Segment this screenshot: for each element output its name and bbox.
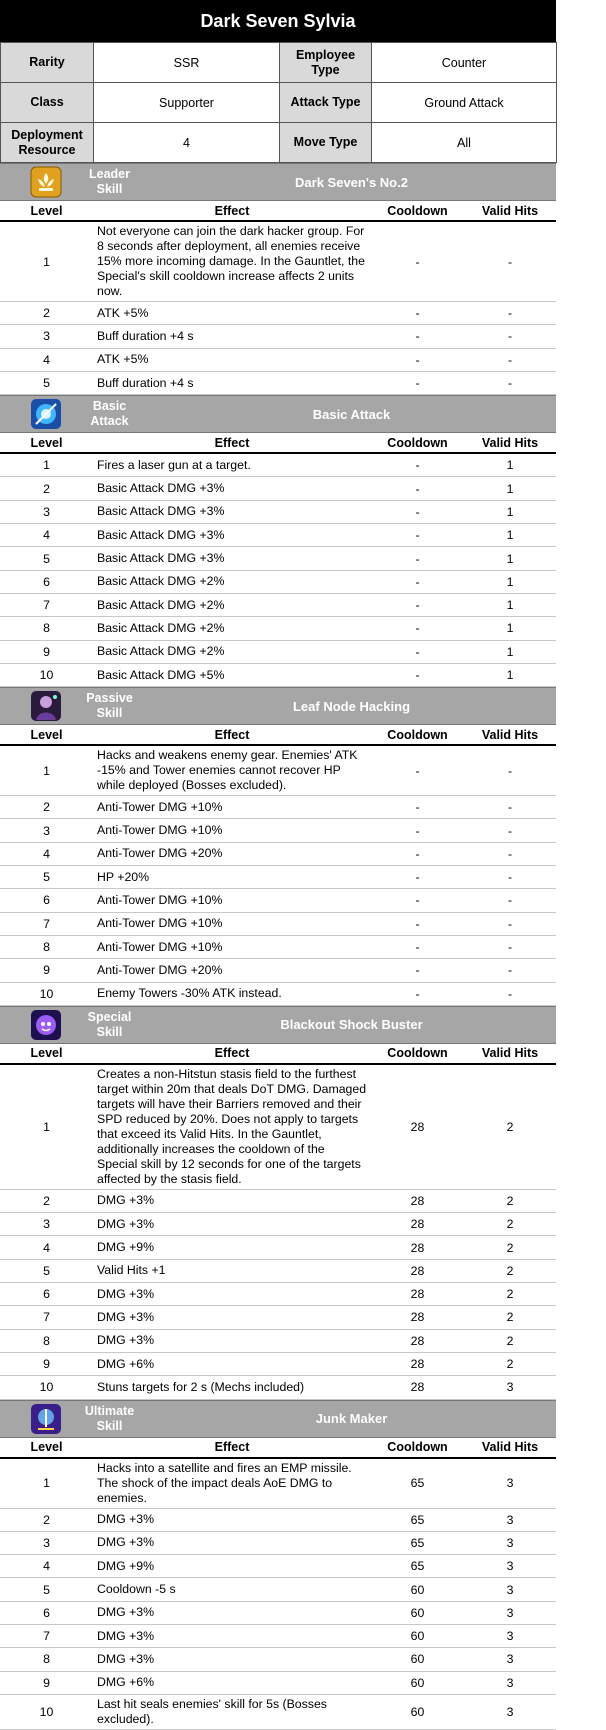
skill-name: Blackout Shock Buster — [280, 1017, 423, 1033]
effect-cell: Anti-Tower DMG +10% — [93, 819, 371, 842]
skill-level-row — [0, 1508, 556, 1531]
skill-level-row — [0, 348, 556, 371]
valid-hits-cell: 1 — [464, 663, 556, 686]
cooldown-header: Cooldown — [371, 725, 464, 745]
effect-cell: Anti-Tower DMG +20% — [93, 842, 371, 865]
cooldown-cell: - — [371, 745, 464, 796]
skill-name: Leaf Node Hacking — [292, 698, 411, 714]
cooldown-header: Cooldown — [371, 433, 464, 453]
valid-hits-cell: - — [464, 889, 556, 912]
info-value: Counter — [372, 43, 557, 83]
info-row — [1, 83, 557, 123]
cooldown-cell: 65 — [371, 1555, 464, 1578]
level-cell: 4 — [0, 1555, 93, 1578]
valid-hits-cell: 3 — [464, 1555, 556, 1578]
cooldown-cell: 60 — [371, 1648, 464, 1671]
level-cell: 2 — [0, 1189, 93, 1212]
cooldown-cell: - — [371, 617, 464, 640]
effect-cell: DMG +3% — [93, 1624, 371, 1647]
skill-level-row — [0, 889, 556, 912]
effect-cell: Creates a non-Hitstun stasis field to the furthest target within 20m that deals DoT DMG. Damaged targets will have their Barriers removed and their SPD reduced by 20%. Does not apply to targets that exceed its Valid Hits. In the Gauntlet, additionally increases the cooldown of the Special skill by 12 seconds for one of the targets affected by the stasis field. — [93, 1064, 371, 1190]
cooldown-cell: 60 — [371, 1624, 464, 1647]
cooldown-cell: 28 — [371, 1064, 464, 1190]
cooldown-cell: 28 — [371, 1213, 464, 1236]
skill-level-row — [0, 1458, 556, 1509]
level-header: Level — [0, 725, 93, 745]
info-label: Deployment Resource — [1, 123, 94, 163]
cooldown-cell: - — [371, 866, 464, 889]
valid-hits-cell: 2 — [464, 1259, 556, 1282]
basic-attack-icon — [30, 398, 62, 430]
effect-cell: DMG +3% — [93, 1329, 371, 1352]
valid-hits-cell: 1 — [464, 500, 556, 523]
valid-hits-cell: 2 — [464, 1283, 556, 1306]
cooldown-cell: - — [371, 500, 464, 523]
cooldown-cell: - — [371, 593, 464, 616]
effect-cell: Fires a laser gun at a target. — [93, 453, 371, 477]
info-label: Class — [1, 83, 94, 123]
cooldown-cell: 28 — [371, 1236, 464, 1259]
level-cell: 1 — [0, 745, 93, 796]
level-cell: 5 — [0, 371, 93, 394]
info-table — [0, 42, 557, 163]
skill-table-header — [0, 1044, 556, 1064]
cooldown-cell: 28 — [371, 1259, 464, 1282]
skill-level-row — [0, 593, 556, 616]
level-cell: 8 — [0, 935, 93, 958]
skill-level-row — [0, 1376, 556, 1399]
effect-header: Effect — [93, 1438, 371, 1458]
leader-skill-icon — [30, 166, 62, 198]
cooldown-cell: - — [371, 959, 464, 982]
skill-table-header — [0, 433, 556, 453]
cooldown-cell: - — [371, 302, 464, 325]
skill-level-row — [0, 453, 556, 477]
cooldown-header: Cooldown — [371, 201, 464, 221]
valid-hits-header: Valid Hits — [464, 725, 556, 745]
skill-table — [0, 725, 556, 1006]
effect-cell: HP +20% — [93, 866, 371, 889]
skills-container — [0, 163, 556, 1730]
effect-cell: Buff duration +4 s — [93, 325, 371, 348]
cooldown-cell: - — [371, 819, 464, 842]
effect-cell: DMG +9% — [93, 1555, 371, 1578]
cooldown-cell: - — [371, 842, 464, 865]
level-cell: 4 — [0, 1236, 93, 1259]
level-cell: 6 — [0, 1283, 93, 1306]
level-cell: 3 — [0, 325, 93, 348]
valid-hits-cell: 3 — [464, 1648, 556, 1671]
valid-hits-cell: 1 — [464, 453, 556, 477]
skill-type: Special Skill — [87, 1009, 132, 1039]
valid-hits-cell: - — [464, 325, 556, 348]
valid-hits-header: Valid Hits — [464, 201, 556, 221]
level-cell: 9 — [0, 959, 93, 982]
skill-level-row — [0, 982, 556, 1005]
level-cell: 8 — [0, 1648, 93, 1671]
skill-level-row — [0, 371, 556, 394]
level-cell: 5 — [0, 866, 93, 889]
effect-cell: Basic Attack DMG +3% — [93, 524, 371, 547]
skill-level-row — [0, 1352, 556, 1375]
skill-level-row — [0, 819, 556, 842]
effect-cell: Stuns targets for 2 s (Mechs included) — [93, 1376, 371, 1399]
skill-table — [0, 201, 556, 395]
effect-cell: Hacks and weakens enemy gear. Enemies' ATK -15% and Tower enemies cannot recover HP while deployed (Bosses excluded). — [93, 745, 371, 796]
valid-hits-cell: 1 — [464, 524, 556, 547]
cooldown-cell: - — [371, 524, 464, 547]
skill-type: Basic Attack — [90, 399, 129, 429]
info-value: All — [372, 123, 557, 163]
skill-type: Passive Skill — [86, 691, 133, 721]
cooldown-cell: - — [371, 796, 464, 819]
valid-hits-cell: 2 — [464, 1064, 556, 1190]
skill-level-row — [0, 617, 556, 640]
skill-level-row — [0, 1578, 556, 1601]
level-cell: 6 — [0, 570, 93, 593]
valid-hits-cell: 3 — [464, 1458, 556, 1509]
info-row — [1, 123, 557, 163]
skill-header — [0, 163, 556, 201]
skill-level-row — [0, 1694, 556, 1729]
cooldown-cell: 28 — [371, 1352, 464, 1375]
valid-hits-cell: - — [464, 866, 556, 889]
valid-hits-cell: 2 — [464, 1352, 556, 1375]
info-value: 4 — [94, 123, 280, 163]
valid-hits-cell: 3 — [464, 1376, 556, 1399]
level-cell: 10 — [0, 1694, 93, 1729]
effect-cell: Hacks into a satellite and fires an EMP missile. The shock of the impact deals AoE DMG to enemies. — [93, 1458, 371, 1509]
skill-level-row — [0, 1306, 556, 1329]
skill-level-row — [0, 1189, 556, 1212]
valid-hits-cell: - — [464, 912, 556, 935]
effect-cell: DMG +3% — [93, 1283, 371, 1306]
cooldown-cell: 28 — [371, 1376, 464, 1399]
level-cell: 8 — [0, 1329, 93, 1352]
effect-cell: DMG +3% — [93, 1508, 371, 1531]
cooldown-cell: 60 — [371, 1578, 464, 1601]
level-cell: 5 — [0, 1578, 93, 1601]
valid-hits-cell: 3 — [464, 1671, 556, 1694]
skill-name: Basic Attack — [312, 406, 391, 422]
effect-cell: DMG +3% — [93, 1648, 371, 1671]
valid-hits-cell: 3 — [464, 1624, 556, 1647]
valid-hits-header: Valid Hits — [464, 1438, 556, 1458]
skill-level-row — [0, 570, 556, 593]
valid-hits-cell: - — [464, 959, 556, 982]
cooldown-cell: 60 — [371, 1694, 464, 1729]
effect-cell: Anti-Tower DMG +10% — [93, 889, 371, 912]
valid-hits-cell: - — [464, 221, 556, 302]
valid-hits-cell: 3 — [464, 1531, 556, 1554]
level-cell: 3 — [0, 819, 93, 842]
level-cell: 9 — [0, 640, 93, 663]
level-cell: 3 — [0, 1531, 93, 1554]
skill-header — [0, 687, 556, 725]
skill-level-row — [0, 524, 556, 547]
skill-level-row — [0, 935, 556, 958]
cooldown-cell: - — [371, 570, 464, 593]
skill-level-row — [0, 663, 556, 686]
level-cell: 6 — [0, 889, 93, 912]
level-cell: 1 — [0, 1064, 93, 1190]
effect-cell: Enemy Towers -30% ATK instead. — [93, 982, 371, 1005]
skill-level-row — [0, 1624, 556, 1647]
skill-level-row — [0, 796, 556, 819]
level-cell: 7 — [0, 1306, 93, 1329]
effect-header: Effect — [93, 201, 371, 221]
level-cell: 3 — [0, 1213, 93, 1236]
cooldown-header: Cooldown — [371, 1438, 464, 1458]
cooldown-cell: - — [371, 453, 464, 477]
cooldown-cell: - — [371, 663, 464, 686]
cooldown-cell: - — [371, 640, 464, 663]
valid-hits-cell: 2 — [464, 1213, 556, 1236]
level-cell: 5 — [0, 547, 93, 570]
level-cell: 8 — [0, 617, 93, 640]
valid-hits-cell: 2 — [464, 1189, 556, 1212]
special-skill-icon — [30, 1009, 62, 1041]
effect-cell: DMG +6% — [93, 1352, 371, 1375]
skill-table-header — [0, 1438, 556, 1458]
effect-cell: DMG +9% — [93, 1236, 371, 1259]
level-header: Level — [0, 201, 93, 221]
cooldown-cell: - — [371, 547, 464, 570]
cooldown-cell: - — [371, 221, 464, 302]
effect-cell: Basic Attack DMG +3% — [93, 547, 371, 570]
valid-hits-cell: - — [464, 935, 556, 958]
effect-cell: Basic Attack DMG +3% — [93, 500, 371, 523]
level-cell: 7 — [0, 593, 93, 616]
skill-level-row — [0, 842, 556, 865]
level-cell: 6 — [0, 1601, 93, 1624]
skill-level-row — [0, 325, 556, 348]
skill-level-row — [0, 1283, 556, 1306]
skill-level-row — [0, 1601, 556, 1624]
skill-table-header — [0, 201, 556, 221]
skill-header — [0, 1400, 556, 1438]
valid-hits-cell: - — [464, 842, 556, 865]
level-header: Level — [0, 1044, 93, 1064]
effect-cell: DMG +3% — [93, 1306, 371, 1329]
info-value: Supporter — [94, 83, 280, 123]
skill-table — [0, 1438, 556, 1730]
skill-level-row — [0, 1531, 556, 1554]
level-cell: 1 — [0, 1458, 93, 1509]
skill-type: Ultimate Skill — [84, 1403, 135, 1433]
skill-level-row — [0, 1555, 556, 1578]
effect-cell: DMG +3% — [93, 1531, 371, 1554]
info-value: SSR — [94, 43, 280, 83]
valid-hits-cell: - — [464, 982, 556, 1005]
effect-cell: Buff duration +4 s — [93, 371, 371, 394]
cooldown-cell: - — [371, 889, 464, 912]
level-cell: 2 — [0, 477, 93, 500]
valid-hits-cell: - — [464, 819, 556, 842]
skill-level-row — [0, 745, 556, 796]
cooldown-cell: - — [371, 348, 464, 371]
passive-skill-icon — [30, 690, 62, 722]
level-cell: 7 — [0, 912, 93, 935]
skill-level-row — [0, 959, 556, 982]
valid-hits-cell: - — [464, 796, 556, 819]
level-cell: 1 — [0, 221, 93, 302]
level-cell: 5 — [0, 1259, 93, 1282]
skill-level-row — [0, 912, 556, 935]
skill-type: Leader Skill — [89, 167, 130, 196]
info-label: Employee Type — [280, 43, 372, 83]
valid-hits-cell: 2 — [464, 1236, 556, 1259]
valid-hits-cell: - — [464, 302, 556, 325]
effect-cell: Basic Attack DMG +2% — [93, 617, 371, 640]
skill-level-row — [0, 221, 556, 302]
valid-hits-cell: 3 — [464, 1508, 556, 1531]
cooldown-header: Cooldown — [371, 1044, 464, 1064]
level-cell: 2 — [0, 1508, 93, 1531]
effect-cell: Cooldown -5 s — [93, 1578, 371, 1601]
effect-cell: Basic Attack DMG +5% — [93, 663, 371, 686]
level-cell: 10 — [0, 663, 93, 686]
info-label: Move Type — [280, 123, 372, 163]
effect-cell: Basic Attack DMG +2% — [93, 640, 371, 663]
level-cell: 7 — [0, 1624, 93, 1647]
skill-table-header — [0, 725, 556, 745]
valid-hits-cell: 1 — [464, 593, 556, 616]
valid-hits-cell: 1 — [464, 570, 556, 593]
cooldown-cell: - — [371, 325, 464, 348]
effect-cell: Not everyone can join the dark hacker group. For 8 seconds after deployment, all enemies receive 15% more incoming damage. In the Gauntlet, the Special's skill cooldown increase affects 2 units now. — [93, 221, 371, 302]
cooldown-cell: - — [371, 371, 464, 394]
level-cell: 2 — [0, 796, 93, 819]
cooldown-cell: 28 — [371, 1306, 464, 1329]
effect-cell: ATK +5% — [93, 348, 371, 371]
valid-hits-cell: 3 — [464, 1601, 556, 1624]
effect-cell: DMG +6% — [93, 1671, 371, 1694]
level-cell: 1 — [0, 453, 93, 477]
ultimate-skill-icon — [30, 1403, 62, 1435]
valid-hits-cell: 1 — [464, 477, 556, 500]
cooldown-cell: 28 — [371, 1283, 464, 1306]
effect-cell: Basic Attack DMG +3% — [93, 477, 371, 500]
valid-hits-cell: 1 — [464, 640, 556, 663]
info-value: Ground Attack — [372, 83, 557, 123]
level-cell: 9 — [0, 1671, 93, 1694]
effect-cell: Anti-Tower DMG +20% — [93, 959, 371, 982]
cooldown-cell: - — [371, 477, 464, 500]
level-cell: 4 — [0, 348, 93, 371]
info-row — [1, 43, 557, 83]
skill-level-row — [0, 547, 556, 570]
effect-header: Effect — [93, 433, 371, 453]
skill-level-row — [0, 1329, 556, 1352]
valid-hits-cell: - — [464, 348, 556, 371]
valid-hits-cell: - — [464, 371, 556, 394]
valid-hits-cell: 1 — [464, 617, 556, 640]
skill-level-row — [0, 302, 556, 325]
skill-level-row — [0, 1213, 556, 1236]
effect-cell: Basic Attack DMG +2% — [93, 593, 371, 616]
cooldown-cell: 65 — [371, 1508, 464, 1531]
valid-hits-cell: - — [464, 745, 556, 796]
effect-cell: ATK +5% — [93, 302, 371, 325]
skill-level-row — [0, 477, 556, 500]
effect-header: Effect — [93, 725, 371, 745]
skill-level-row — [0, 640, 556, 663]
effect-cell: DMG +3% — [93, 1601, 371, 1624]
valid-hits-cell: 1 — [464, 547, 556, 570]
skill-name: Junk Maker — [315, 1411, 388, 1426]
effect-cell: Anti-Tower DMG +10% — [93, 796, 371, 819]
skill-level-row — [0, 500, 556, 523]
skill-header — [0, 395, 556, 433]
effect-cell: Basic Attack DMG +2% — [93, 570, 371, 593]
cooldown-cell: 65 — [371, 1458, 464, 1509]
skill-level-row — [0, 1064, 556, 1190]
effect-cell: Last hit seals enemies' skill for 5s (Bosses excluded). — [93, 1694, 371, 1729]
skill-level-row — [0, 1648, 556, 1671]
info-label: Rarity — [1, 43, 94, 83]
cooldown-cell: 28 — [371, 1329, 464, 1352]
effect-cell: DMG +3% — [93, 1213, 371, 1236]
valid-hits-header: Valid Hits — [464, 1044, 556, 1064]
valid-hits-header: Valid Hits — [464, 433, 556, 453]
skill-table — [0, 433, 556, 687]
skill-level-row — [0, 1671, 556, 1694]
cooldown-cell: 28 — [371, 1189, 464, 1212]
effect-cell: Anti-Tower DMG +10% — [93, 935, 371, 958]
valid-hits-cell: 3 — [464, 1578, 556, 1601]
cooldown-cell: 65 — [371, 1531, 464, 1554]
effect-cell: Valid Hits +1 — [93, 1259, 371, 1282]
level-cell: 4 — [0, 524, 93, 547]
cooldown-cell: 60 — [371, 1601, 464, 1624]
effect-cell: Anti-Tower DMG +10% — [93, 912, 371, 935]
cooldown-cell: - — [371, 935, 464, 958]
character-title: Dark Seven Sylvia — [0, 0, 556, 42]
skill-level-row — [0, 866, 556, 889]
level-cell: 3 — [0, 500, 93, 523]
info-label: Attack Type — [280, 83, 372, 123]
valid-hits-cell: 2 — [464, 1306, 556, 1329]
level-cell: 9 — [0, 1352, 93, 1375]
level-cell: 10 — [0, 1376, 93, 1399]
level-cell: 2 — [0, 302, 93, 325]
skill-level-row — [0, 1236, 556, 1259]
cooldown-cell: - — [371, 912, 464, 935]
effect-header: Effect — [93, 1044, 371, 1064]
effect-cell: DMG +3% — [93, 1189, 371, 1212]
valid-hits-cell: 3 — [464, 1694, 556, 1729]
level-header: Level — [0, 433, 93, 453]
level-cell: 10 — [0, 982, 93, 1005]
cooldown-cell: 60 — [371, 1671, 464, 1694]
skill-header — [0, 1006, 556, 1044]
valid-hits-cell: 2 — [464, 1329, 556, 1352]
level-cell: 4 — [0, 842, 93, 865]
skill-table — [0, 1044, 556, 1400]
cooldown-cell: - — [371, 982, 464, 1005]
skill-level-row — [0, 1259, 556, 1282]
skill-name: Dark Seven's No.2 — [295, 174, 408, 190]
level-header: Level — [0, 1438, 93, 1458]
